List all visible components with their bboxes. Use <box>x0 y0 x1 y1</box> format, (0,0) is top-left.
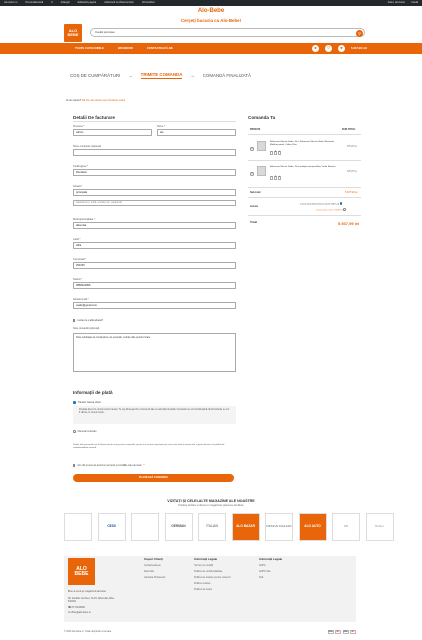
store-logo[interactable]: DESIGN ITALIAN <box>265 513 293 541</box>
step-checkout: TRIMITE COMANDA <box>140 72 183 77</box>
product-name[interactable]: Balansoar Electric Bebe, 3în1 multiple funcționalități, Verde Mentios <box>270 166 336 168</box>
postcode-input[interactable]: 251025 <box>73 262 236 269</box>
footer-tagline: Bine ai venit pe magazinul alo-bebe. <box>68 590 107 593</box>
city-label: Municipiu/localitate <box>73 218 94 221</box>
quantity-stepper[interactable] <box>270 151 281 155</box>
radio-unselected[interactable] <box>343 208 346 211</box>
phone-input[interactable]: 0868224956 <box>73 282 236 289</box>
address-label: Adresă <box>73 185 81 188</box>
total-value: 5.937,99 lei <box>338 221 360 226</box>
product-price: 975,87 lei <box>347 146 357 148</box>
footer-bottom <box>64 628 356 636</box>
divider <box>248 197 361 198</box>
search-icon[interactable]: ⚲ <box>356 30 363 37</box>
billing-title: Detalii De facturare <box>73 115 115 120</box>
footer-col-legal2 <box>259 558 282 582</box>
terms-checkbox[interactable]: Am citit și sunt de acord cu termenii și condițiile site-ului web * <box>73 464 144 467</box>
checkbox-box[interactable] <box>73 319 75 321</box>
nav-all-categories[interactable]: TOATE CATEGORIILE <box>75 45 104 50</box>
promo-tagline: Cerșeți bucuria cu Alo-Bebe! <box>180 17 242 23</box>
footer-col-support <box>144 558 165 582</box>
last-name-field: Nume * alo <box>157 125 236 136</box>
divider <box>248 187 361 188</box>
remove-item-icon[interactable]: × <box>251 172 253 176</box>
footer-address: Str. Emilian Cerchez, Nr.19, Alba Iulia, Alba, 510001 <box>68 597 115 603</box>
terms-label: Am citit și sunt de acord cu termenii și condițiile site-ului web <box>77 464 142 467</box>
coupon-link[interactable]: Dă clic aici pentru a-ți introduce codul <box>81 99 125 102</box>
last-name-input[interactable]: alo <box>157 129 236 136</box>
store-logo[interactable]: ITALIAN <box>198 513 226 541</box>
ship-different-checkbox[interactable] <box>73 319 103 322</box>
col-subtotal: SUB-TOTAL <box>342 128 356 131</box>
subtotal-value: 5.937,99 lei <box>345 191 358 194</box>
cart-total[interactable]: 5.937,99 LEI <box>351 45 368 50</box>
mastercard-icon: MC <box>336 630 340 633</box>
admin-item[interactable]: Editează pagina <box>77 1 97 5</box>
first-name-field: Prenume * Admin <box>73 125 152 136</box>
county-field: Județ * Alba <box>73 238 236 249</box>
divider <box>248 215 361 216</box>
footer-col-legal <box>194 558 231 594</box>
first-name-input[interactable]: Admin <box>73 129 152 136</box>
shipping-free-label: Livrare gratuită (Comenzi peste 250 Lei) <box>300 203 340 206</box>
footer-logo-line2: BEBE <box>74 570 89 577</box>
phone-text[interactable]: 0771243200 <box>71 606 85 609</box>
bank-transfer-description: Fă plata direct în contul nostru bancar. Te rog folosește ID-ul comenzii tale ca referință de plată. Comanda nu va fi livrată până când fondurile nu vor fi văzute în contul nostru. <box>73 406 236 424</box>
copyright: © 2024 Alo-bebe.ro. Toate drepturile rezervate. <box>64 630 112 633</box>
payment-title: Informații de plată <box>73 390 113 395</box>
county-label: Județ <box>73 238 79 241</box>
plus-icon[interactable]: + <box>278 176 280 179</box>
shipping-courier-option[interactable] <box>316 208 346 212</box>
order-title: Comanda Ta <box>248 115 276 120</box>
quantity-stepper[interactable] <box>270 176 281 180</box>
product-price: 975,87 lei <box>347 171 357 173</box>
shipping-free-option[interactable] <box>300 202 342 206</box>
qty-value[interactable]: 1 <box>274 151 277 154</box>
country-select[interactable]: România <box>73 169 236 176</box>
coupon-notice <box>66 99 125 102</box>
store-logo[interactable] <box>64 513 92 541</box>
logo-line2: BEBE <box>67 32 79 37</box>
search-text: Caută produse <box>95 29 115 34</box>
admin-item[interactable]: Personalizează <box>25 1 44 5</box>
visa-icon: VISA <box>328 630 333 633</box>
store-logo[interactable]: GERMAN <box>165 513 193 541</box>
country-field: Țară/regiune * România <box>73 165 236 176</box>
product-thumbnail[interactable] <box>257 141 266 151</box>
email-label: Adresă email <box>73 298 87 301</box>
promo-brand: Alo-Bebe <box>197 8 225 14</box>
qty-value[interactable]: 1 <box>274 176 277 179</box>
store-logo[interactable]: Babies <box>366 513 394 541</box>
mastercard-icon: MC <box>351 630 355 633</box>
cash-label: Numerar la livrare <box>77 430 97 433</box>
footer-link[interactable]: ANPC <box>259 563 266 567</box>
ship-different-label: Livrare la o altă adresă? <box>77 319 104 322</box>
county-select[interactable]: Alba <box>73 242 236 249</box>
minus-icon[interactable]: - <box>271 176 272 179</box>
phone-field: Telefon * 0868224956 <box>73 278 236 289</box>
admin-item[interactable]: WooAddon <box>141 1 155 5</box>
divider <box>248 134 361 135</box>
heart-icon[interactable]: ♡ <box>326 46 331 51</box>
logo-line1: ALO <box>68 28 78 33</box>
site-footer <box>64 556 356 622</box>
coupon-text: Ai un cupon? <box>66 99 82 102</box>
divider <box>73 121 236 122</box>
footer-link[interactable]: Garanția Produselor <box>144 575 166 579</box>
step-arrow: → <box>128 72 133 78</box>
admin-item[interactable]: Addresell ca Weemember <box>104 1 134 5</box>
city-input[interactable]: alba iulia <box>73 222 236 229</box>
footer-link[interactable]: Politica de confidențialitate <box>194 569 223 573</box>
city-field: Municipiu/localitate * alba iulia <box>73 218 236 229</box>
shipping-courier-label: Livrare prin curier: 79,99 lei <box>316 209 343 212</box>
divider <box>248 160 361 161</box>
shipping-label: Livrare <box>250 205 258 208</box>
store-logo[interactable]: ALO BAZAR <box>232 513 260 541</box>
footer-col-heading: Suport Clienți <box>144 557 163 561</box>
nav-brands[interactable]: BRANDURI <box>117 45 133 50</box>
notes-field <box>73 327 236 331</box>
cart-icon[interactable]: ★ <box>339 46 344 51</box>
company-input[interactable] <box>73 149 236 156</box>
cash-option[interactable] <box>73 430 97 433</box>
subtotal-label: Sub-total <box>250 191 261 194</box>
footer-link[interactable]: Politica cookies <box>194 581 211 585</box>
step-arrow: → <box>190 72 195 78</box>
stores-subtitle: Produse similare și diverse în magazinele partenere Alo-Bebe <box>178 503 244 507</box>
minus-icon[interactable]: - <box>271 151 272 154</box>
postcode-field: Cod poștal * 251025 <box>73 258 236 269</box>
partner-stores <box>0 499 422 507</box>
footer-email: ✉ office@alo-bebe.ro <box>68 611 91 614</box>
col-product: PRODUS <box>250 128 261 131</box>
footer-link[interactable]: Returnări <box>144 569 154 573</box>
product-thumbnail[interactable] <box>257 166 266 176</box>
email-text[interactable]: office@alo-bebe.ro <box>70 611 91 614</box>
step-complete: COMANDĂ FINALIZATĂ <box>202 72 251 78</box>
store-logo[interactable]: ALO AUTO <box>299 513 327 541</box>
admin-search[interactable]: Caută <box>411 1 418 5</box>
bank-transfer-label: Transfer bancar direct <box>77 401 101 404</box>
checkout-steps <box>70 72 251 79</box>
footer-col-heading: Informații Legale <box>194 557 218 561</box>
phone-label: Telefon <box>73 278 81 281</box>
address2-input[interactable]: Apartament, suită, unitate etc. (opțional) <box>73 200 236 207</box>
visa-icon: VISA <box>343 630 348 633</box>
footer-link[interactable]: Contactează-ne <box>144 563 161 567</box>
order-notes-textarea[interactable]: Note referitoare la comanda ta, de exemplu, cerințe utile pentru livrare. <box>73 333 236 372</box>
admin-item[interactable]: 0 <box>51 1 53 5</box>
place-order-button[interactable]: PLASEAZĂ COMANDA <box>73 474 234 482</box>
country-label: Țară/regiune <box>73 165 87 168</box>
stores-title: VIZITAȚI ȘI CELELALTE MAGAZINE ALE NOASTRE <box>167 499 255 503</box>
address-input[interactable]: principala <box>73 189 236 196</box>
admin-item[interactable]: Adaugă <box>60 1 70 5</box>
radio-selected[interactable] <box>340 202 343 205</box>
privacy-notice: Datele tale personale vor fi folosite pentru a-ți procesa comanda, pentru a-ți susține experiența pe acest site web și pentru alte scopuri descrise în politică de confidențialitate noastră. <box>73 444 225 449</box>
footer-link[interactable]: ANPC SAL <box>259 569 271 573</box>
checkbox-box[interactable] <box>73 464 75 466</box>
footer-link[interactable]: Termeni și condiții <box>194 563 213 567</box>
user-icon[interactable]: ☻ <box>313 46 318 51</box>
step-cart[interactable]: COȘ DE CUMPĂRĂTURI <box>70 72 121 78</box>
bank-transfer-option[interactable] <box>73 401 101 404</box>
nav-contact[interactable]: CONTACTEAZĂ-NE <box>146 45 173 50</box>
footer-link[interactable]: Politica de livrare <box>194 587 213 591</box>
email-input[interactable]: vasile@gmail.com <box>73 302 236 309</box>
remove-item-icon[interactable]: × <box>251 147 253 151</box>
admin-item[interactable]: Alo-bebe.ro <box>4 1 18 5</box>
footer-logo-line1: ALO <box>76 565 87 572</box>
site-logo[interactable] <box>64 24 82 42</box>
store-logo[interactable]: CESII <box>98 513 126 541</box>
total-label: Total <box>250 220 257 224</box>
footer-link[interactable]: SOL <box>259 575 264 579</box>
company-field <box>73 145 236 156</box>
postcode-label: Cod poștal <box>73 258 85 261</box>
admin-account[interactable]: Salut, alo-bebe <box>387 1 406 5</box>
stores-row <box>64 513 394 541</box>
notes-label: Note comandă (opțional) <box>73 327 100 330</box>
product-name[interactable]: Balansoar Electric Bebe, 3în1, Balansoar Electric Bebe, Bluetooth, Multifuncțional, Coffee Print <box>270 141 335 146</box>
footer-link[interactable]: Politica de anulare pentru comenzi <box>194 575 231 579</box>
radio-selected[interactable] <box>73 401 76 404</box>
store-logo[interactable] <box>131 513 159 541</box>
footer-logo[interactable] <box>68 558 95 585</box>
first-name-label: Prenume <box>73 125 83 128</box>
address-field: Adresă * principala Apartament, suită, unitate etc. (opțional) <box>73 185 236 206</box>
company-label: Nume companie (opțional) <box>73 145 102 148</box>
main-navbar <box>0 43 422 54</box>
footer-col-heading: Informații Legale <box>259 557 283 561</box>
last-name-label: Nume <box>157 125 164 128</box>
email-field: Adresă email * vasile@gmail.com <box>73 298 236 309</box>
footer-phone: ☎ 0771243200 <box>68 606 85 609</box>
store-logo[interactable]: DH <box>332 513 360 541</box>
radio-unselected[interactable] <box>73 430 76 433</box>
search-input[interactable] <box>90 28 365 37</box>
plus-icon[interactable]: + <box>278 151 280 154</box>
